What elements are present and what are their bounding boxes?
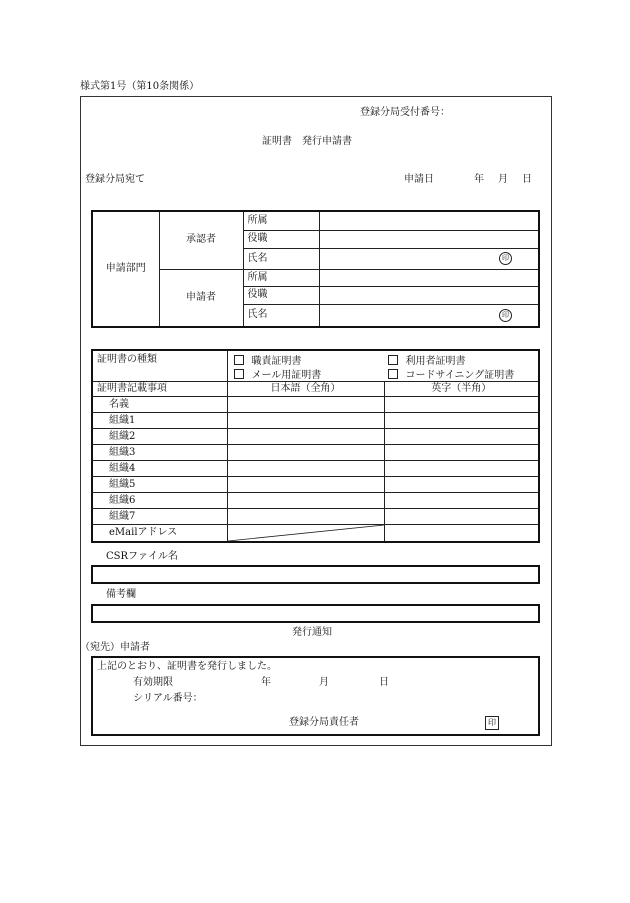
applicant-name-field[interactable] bbox=[319, 304, 539, 327]
row-label: 名義 bbox=[92, 397, 227, 413]
validity-day: 日 bbox=[379, 677, 389, 688]
option-codesign-cert[interactable] bbox=[388, 369, 515, 381]
notice-to: （宛先）申請者 bbox=[80, 642, 150, 653]
table-row bbox=[92, 525, 539, 543]
applicant-affiliation-field[interactable] bbox=[319, 269, 539, 286]
en-field[interactable] bbox=[384, 445, 539, 461]
seal-icon: 印 bbox=[499, 252, 512, 265]
department-table bbox=[91, 210, 540, 328]
table-row bbox=[92, 477, 539, 493]
ja-field[interactable] bbox=[227, 493, 384, 509]
apply-date-month: 月 bbox=[498, 174, 508, 185]
approver-label: 承認者 bbox=[159, 211, 243, 269]
ja-field[interactable] bbox=[227, 413, 384, 429]
row-label: 組織5 bbox=[92, 477, 227, 493]
page-title: 証明書 発行申請書 bbox=[262, 136, 352, 147]
table-row bbox=[92, 461, 539, 477]
ja-field[interactable] bbox=[227, 445, 384, 461]
officer-seal bbox=[485, 716, 499, 730]
row-label: 組織2 bbox=[92, 429, 227, 445]
option-user-cert[interactable] bbox=[388, 355, 466, 367]
approver-name-label: 氏名 bbox=[243, 248, 319, 269]
approver-position-label: 役職 bbox=[243, 230, 319, 248]
applicant-affiliation-label: 所属 bbox=[243, 269, 319, 286]
ja-field[interactable] bbox=[227, 461, 384, 477]
option-mail-cert[interactable] bbox=[234, 369, 322, 381]
checkbox-icon[interactable] bbox=[388, 355, 398, 365]
row-label: eMailアドレス bbox=[92, 525, 227, 543]
approver-name-field[interactable] bbox=[319, 248, 539, 269]
table-row bbox=[92, 445, 539, 461]
certificate-table bbox=[91, 349, 540, 543]
diagonal-strike bbox=[228, 525, 384, 541]
apply-date-day: 日 bbox=[522, 174, 532, 185]
officer-label: 登録分局責任者 bbox=[289, 717, 359, 728]
ja-field[interactable] bbox=[227, 477, 384, 493]
table-row bbox=[92, 493, 539, 509]
col-english-header: 英字（半角） bbox=[384, 382, 539, 397]
option-label: 職責証明書 bbox=[251, 356, 302, 367]
seal-icon: 印 bbox=[485, 716, 499, 730]
ja-field-disabled bbox=[227, 525, 384, 543]
ja-field[interactable] bbox=[227, 509, 384, 525]
applicant-name-label: 氏名 bbox=[243, 304, 319, 327]
apply-date-year: 年 bbox=[474, 174, 484, 185]
notice-title: 発行通知 bbox=[292, 627, 332, 638]
approver-affiliation-field[interactable] bbox=[319, 211, 539, 230]
cert-type-options bbox=[227, 350, 539, 382]
en-field[interactable] bbox=[384, 525, 539, 543]
row-label: 組織7 bbox=[92, 509, 227, 525]
table-row bbox=[92, 397, 539, 413]
option-label: コードサイニング証明書 bbox=[405, 370, 515, 381]
validity-year: 年 bbox=[261, 677, 271, 688]
en-field[interactable] bbox=[384, 477, 539, 493]
cert-items-header: 証明書記載事項 bbox=[92, 382, 227, 397]
remarks-field[interactable] bbox=[91, 604, 540, 623]
en-field[interactable] bbox=[384, 397, 539, 413]
department-label: 申請部門 bbox=[92, 211, 159, 327]
csr-field[interactable] bbox=[91, 565, 540, 584]
ja-field[interactable] bbox=[227, 429, 384, 445]
en-field[interactable] bbox=[384, 429, 539, 445]
option-label: 利用者証明書 bbox=[405, 356, 466, 367]
approver-affiliation-label: 所属 bbox=[243, 211, 319, 230]
option-duty-cert[interactable] bbox=[234, 355, 302, 367]
checkbox-icon[interactable] bbox=[234, 355, 244, 365]
row-label: 組織4 bbox=[92, 461, 227, 477]
table-row bbox=[92, 509, 539, 525]
csr-label: CSRファイル名 bbox=[106, 551, 178, 562]
applicant-position-label: 役職 bbox=[243, 286, 319, 304]
table-row bbox=[92, 429, 539, 445]
seal-icon: 印 bbox=[499, 309, 512, 322]
notice-box bbox=[91, 656, 540, 736]
checkbox-icon[interactable] bbox=[234, 369, 244, 379]
option-label: メール用証明書 bbox=[251, 370, 322, 381]
en-field[interactable] bbox=[384, 461, 539, 477]
remarks-label: 備考欄 bbox=[106, 589, 136, 600]
applicant-label: 申請者 bbox=[159, 269, 243, 327]
row-label: 組織1 bbox=[92, 413, 227, 429]
en-field[interactable] bbox=[384, 493, 539, 509]
addressee: 登録分局宛て bbox=[85, 174, 145, 185]
serial-label: シリアル番号： bbox=[133, 693, 203, 704]
en-field[interactable] bbox=[384, 413, 539, 429]
en-field[interactable] bbox=[384, 509, 539, 525]
validity-label: 有効期限 bbox=[133, 677, 173, 688]
table-row bbox=[92, 413, 539, 429]
row-label: 組織6 bbox=[92, 493, 227, 509]
cert-type-label: 証明書の種類 bbox=[92, 350, 227, 382]
row-label: 組織3 bbox=[92, 445, 227, 461]
notice-body: 上記のとおり、証明書を発行しました。 bbox=[97, 661, 277, 672]
checkbox-icon[interactable] bbox=[388, 369, 398, 379]
apply-date-label: 申請日 bbox=[404, 174, 434, 185]
applicant-position-field[interactable] bbox=[319, 286, 539, 304]
col-japanese-header: 日本語（全角） bbox=[227, 382, 384, 397]
receipt-number-label: 登録分局受付番号： bbox=[360, 107, 450, 118]
approver-position-field[interactable] bbox=[319, 230, 539, 248]
validity-month: 月 bbox=[319, 677, 329, 688]
form-id: 様式第1号（第10条関係） bbox=[80, 81, 200, 92]
ja-field[interactable] bbox=[227, 397, 384, 413]
